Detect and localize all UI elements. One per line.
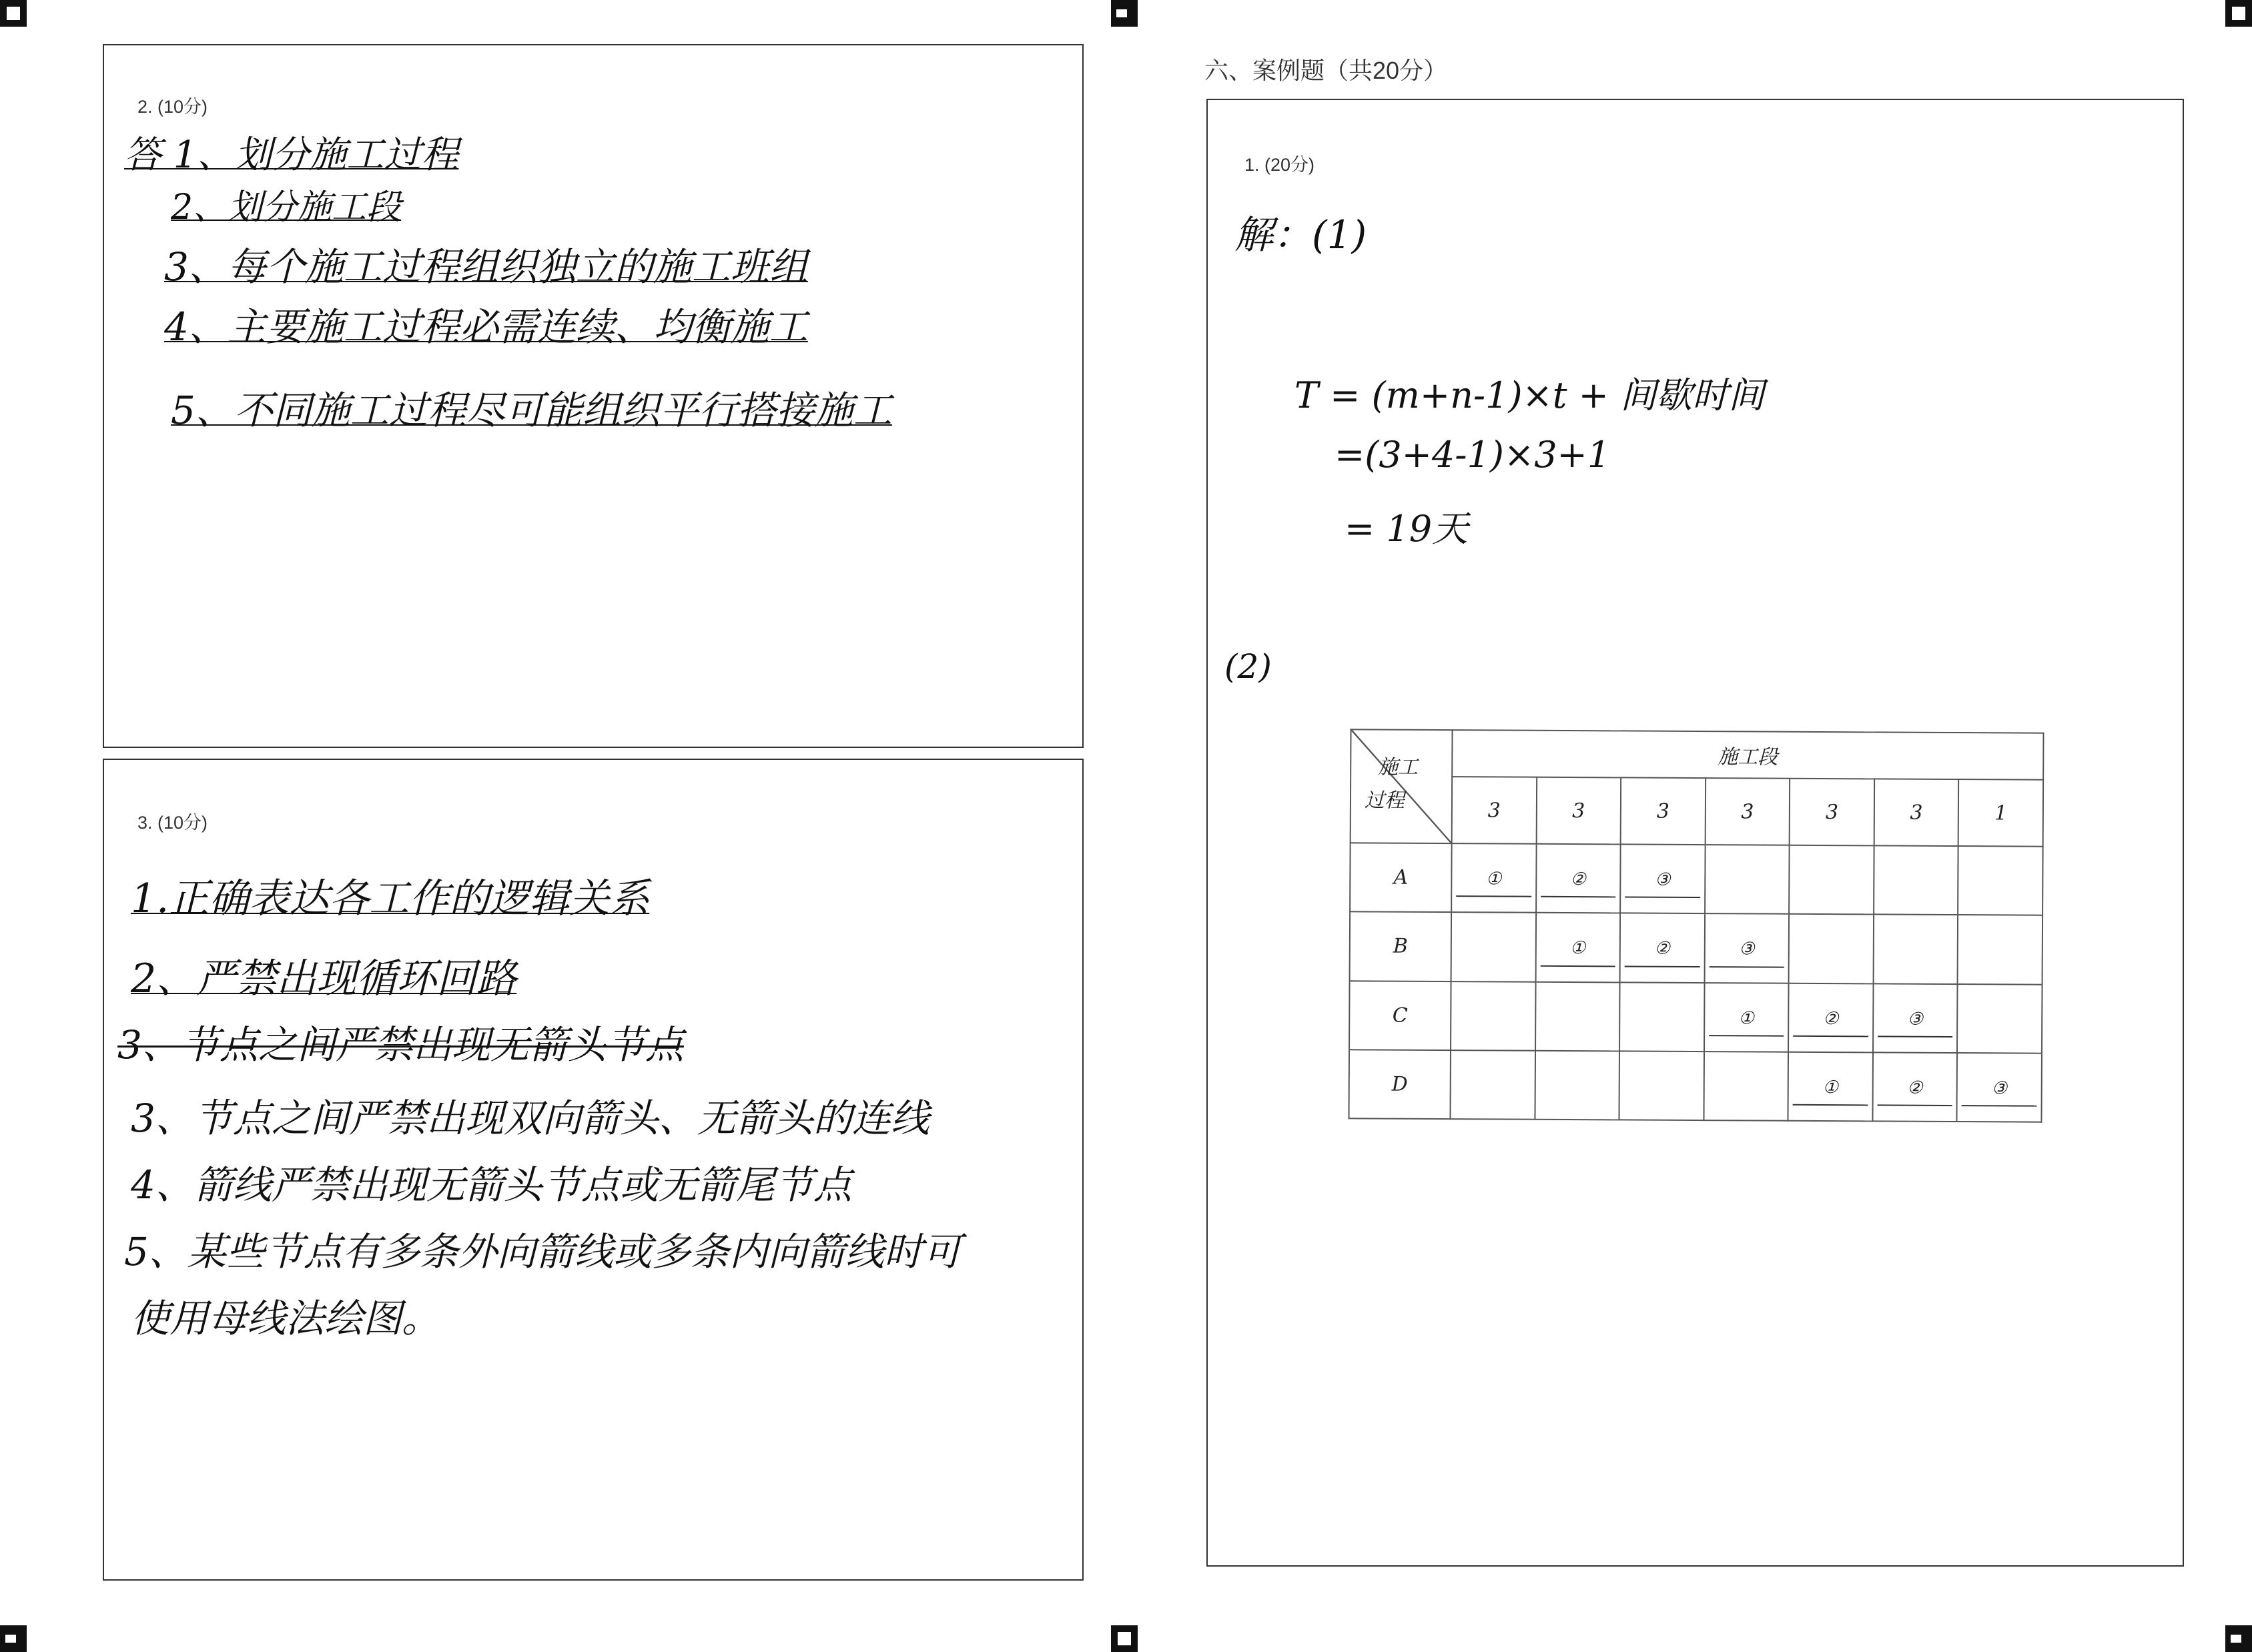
row-label: A <box>1350 843 1452 912</box>
corner-marker-top-left <box>0 0 27 27</box>
handwritten-line: 1.正确表达各工作的逻辑关系 <box>131 875 650 922</box>
table-cell <box>1451 843 1536 913</box>
construction-schedule-table <box>1349 731 2043 1121</box>
part-label: (2) <box>1224 647 1272 686</box>
handwritten-line: 5、不同施工过程尽可能组织平行搭接施工 <box>171 388 892 433</box>
table-column-header: 3 <box>1452 777 1537 844</box>
row-label: D <box>1349 1050 1451 1119</box>
question-label: 3. (10分) <box>137 813 208 833</box>
progress-bar <box>1541 896 1616 898</box>
handwritten-line: 使用母线法绘图。 <box>131 1296 441 1341</box>
segment-mark: ③ <box>1907 1009 1924 1029</box>
table-cell <box>1873 983 1958 1053</box>
progress-bar <box>1709 1035 1784 1037</box>
segment-mark: ① <box>1569 938 1586 959</box>
handwritten-line: 5、某些节点有多条外向箭线或多条内向箭线时可 <box>124 1229 962 1274</box>
table-cell <box>1536 844 1621 913</box>
segment-mark: ③ <box>1739 939 1755 959</box>
table-column-header: 3 <box>1705 778 1790 845</box>
segment-mark: ① <box>1738 1007 1754 1029</box>
table-cell <box>1704 983 1789 1052</box>
table-cell <box>1958 846 2042 915</box>
progress-bar <box>1877 1104 1952 1106</box>
table-corner-cell <box>1351 729 1453 843</box>
table-column-header: 1 <box>1958 779 2043 847</box>
table-cell <box>1789 914 1874 983</box>
segment-mark: ② <box>1570 869 1586 890</box>
segment-mark: ③ <box>1991 1078 2008 1099</box>
progress-bar <box>1962 1105 2037 1107</box>
table-cell <box>1619 1051 1704 1120</box>
progress-bar <box>1625 965 1700 967</box>
table-cell <box>1450 1050 1535 1120</box>
answer-box-q2 <box>103 44 1084 748</box>
handwritten-line: 2、划分施工段 <box>171 187 402 228</box>
table-row <box>1350 843 2043 915</box>
table-column-header: 3 <box>1790 779 1874 846</box>
corner-label-bottom: 过程 <box>1364 789 1405 813</box>
formula-line: T = (m+n-1)×t + 间歇时间 <box>1294 374 1765 416</box>
corner-label-top: 施工 <box>1378 755 1419 779</box>
progress-bar <box>1540 965 1615 967</box>
handwritten-line: 4、主要施工过程必需连续、均衡施工 <box>164 304 808 350</box>
progress-bar <box>1625 897 1700 899</box>
handwritten-line: 2、严禁出现循环回路 <box>131 955 517 1002</box>
table-cell <box>1958 915 2042 984</box>
table-cell <box>1872 1052 1957 1122</box>
table-column-header: 3 <box>1621 777 1706 845</box>
table-cell <box>1788 983 1873 1052</box>
answer-box-q3 <box>103 759 1084 1581</box>
question-label: 2. (10分) <box>137 97 208 117</box>
segment-mark: ① <box>1485 869 1502 889</box>
progress-bar <box>1793 1104 1868 1106</box>
table-row <box>1349 981 2042 1054</box>
table-row <box>1350 912 2043 985</box>
table-cell <box>1620 913 1705 983</box>
table-column-header: 3 <box>1536 777 1621 845</box>
table-header-top: 施工段 <box>1452 730 2043 780</box>
segment-mark: ② <box>1907 1078 1923 1098</box>
table-cell <box>1957 1053 2042 1122</box>
table-cell <box>1535 913 1620 982</box>
row-label: C <box>1349 981 1451 1050</box>
table-cell <box>1874 845 1958 915</box>
table-cell <box>1535 981 1620 1051</box>
question-label: 1. (20分) <box>1244 155 1315 175</box>
formula-line: =(3+4-1)×3+1 <box>1335 434 1611 476</box>
corner-marker-bottom-center <box>1111 1625 1138 1652</box>
table-row <box>1349 1050 2042 1122</box>
corner-marker-bottom-left <box>0 1625 27 1652</box>
handwritten-line: 答 1、划分施工过程 <box>124 133 459 177</box>
row-label: B <box>1350 912 1452 981</box>
table-cell <box>1704 1052 1788 1121</box>
table-cell <box>1789 845 1874 915</box>
formula-line: = 19天 <box>1345 508 1469 550</box>
table-cell <box>1451 912 1536 981</box>
handwritten-line-crossed-out: 3、节点之间严禁出现无箭头节点 <box>117 1022 684 1068</box>
progress-bar <box>1793 1036 1868 1038</box>
segment-mark: ② <box>1654 939 1670 959</box>
corner-marker-bottom-right <box>2225 1625 2252 1652</box>
table-cell <box>1704 913 1789 983</box>
segment-mark: ③ <box>1655 869 1671 890</box>
segment-mark: ① <box>1822 1077 1838 1098</box>
progress-bar <box>1456 895 1531 897</box>
table-cell <box>1620 844 1705 913</box>
table-cell <box>1788 1052 1873 1121</box>
part-label: 解：(1) <box>1234 212 1367 258</box>
progress-bar <box>1709 966 1784 968</box>
handwritten-line: 3、节点之间严禁出现双向箭头、无箭头的连线 <box>131 1096 929 1141</box>
table-cell <box>1705 845 1790 914</box>
section-title: 六、案例题（共20分） <box>1204 57 1448 84</box>
handwritten-line: 4、箭线严禁出现无箭头节点或无箭尾节点 <box>131 1162 852 1208</box>
table-cell <box>1535 1050 1619 1120</box>
table-cell <box>1957 984 2042 1054</box>
progress-bar <box>1878 1036 1953 1038</box>
table-cell <box>1873 915 1958 984</box>
table-cell <box>1619 982 1704 1052</box>
segment-mark: ② <box>1823 1008 1839 1029</box>
corner-marker-top-center <box>1111 0 1138 27</box>
handwritten-line: 3、每个施工过程组织独立的施工班组 <box>164 244 808 290</box>
corner-marker-top-right <box>2225 0 2252 27</box>
table-cell <box>1451 981 1535 1051</box>
table-column-header: 3 <box>1874 779 1958 846</box>
